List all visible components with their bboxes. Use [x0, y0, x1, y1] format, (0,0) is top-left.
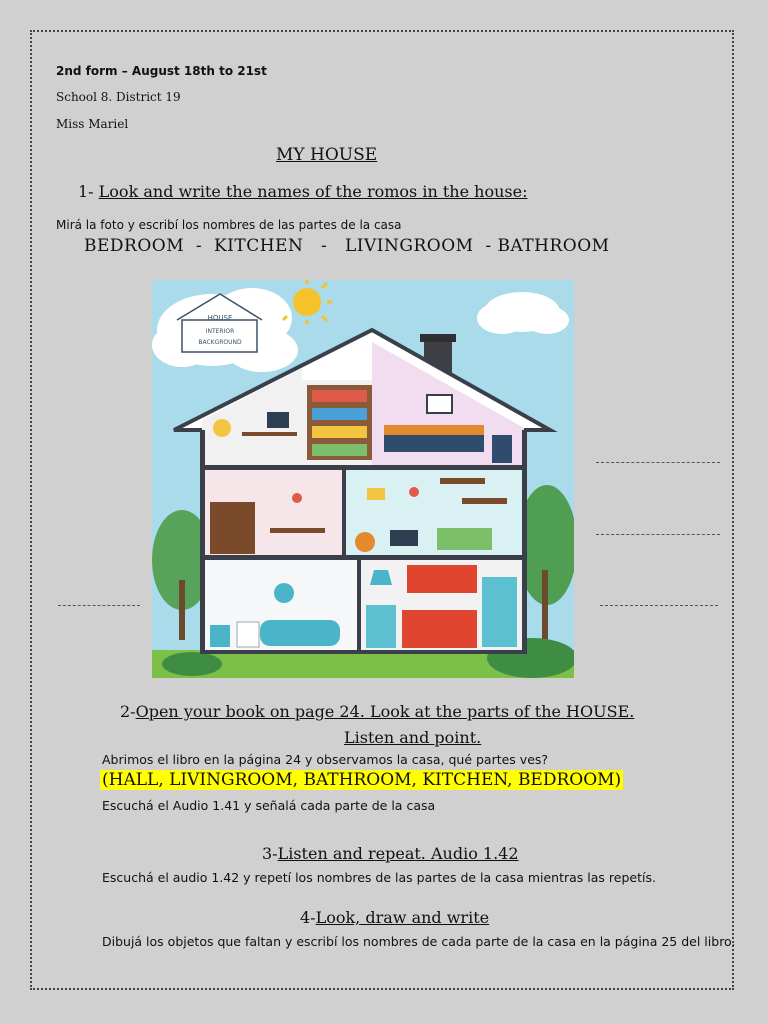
question-3-number: 3-: [262, 844, 278, 863]
question-3-text: Listen and repeat. Audio 1.42: [277, 844, 519, 863]
header-school: School 8. District 19: [56, 90, 181, 104]
chair: [213, 419, 231, 437]
sofa: [437, 528, 492, 550]
question-1-text: Look and write the names of the romos in the house:: [98, 182, 528, 201]
question-2-sub-2: Escuchá el Audio 1.41 y señalá cada parte de la casa: [102, 798, 436, 813]
bush-left: [162, 652, 222, 676]
header-teacher: Miss Mariel: [56, 117, 129, 131]
tv: [390, 530, 418, 546]
dining-table: [270, 528, 325, 533]
question-2-number: 2-: [120, 702, 136, 721]
header-date: 2nd form – August 18th to 21st: [56, 64, 267, 78]
cabinet: [210, 502, 255, 554]
answer-line-4: [600, 605, 718, 606]
question-2-text-line-1: Open your book on page 24. Look at the parts of the HOUSE.: [135, 702, 635, 721]
question-2-highlight: (HALL, LIVINGROOM, BATHROOM, KITCHEN, BEDROOM): [102, 770, 622, 790]
question-4: [300, 908, 489, 927]
question-4-number: 4-: [300, 908, 316, 927]
question-3: [262, 844, 519, 863]
question-4-sub: Dibujá los objetos que faltan y escribí los nombres de cada parte de la casa en la página 25 del libro.: [102, 934, 736, 949]
question-1: [78, 182, 527, 201]
word-bank: BEDROOM - KITCHEN - LIVINGROOM - BATHROOM: [84, 236, 610, 256]
question-4-text: Look, draw and write: [315, 908, 490, 927]
sign-line-1: HOUSE: [207, 314, 233, 322]
question-2-text-line-2: Listen and point.: [344, 728, 482, 747]
sign-line-2: INTERIOR: [205, 328, 235, 335]
house-illustration: [152, 280, 574, 678]
question-3-sub: Escuchá el audio 1.42 y repetí los nombres de las partes de la casa mientras las repetís.: [102, 870, 656, 885]
bathtub: [260, 620, 340, 646]
answer-line-1: [596, 462, 720, 463]
page-title: MY HOUSE: [276, 145, 378, 165]
question-1-number: 1-: [78, 182, 99, 201]
desk: [242, 432, 297, 436]
answer-line-3: [58, 605, 140, 606]
fridge: [482, 577, 517, 647]
sign-line-3: BACKGROUND: [198, 339, 242, 346]
question-2: [120, 702, 634, 721]
kitchen-cabinets: [407, 565, 477, 593]
question-2-sub-1: Abrimos el libro en la página 24 y observamos la casa, qué partes ves?: [102, 752, 549, 767]
answer-line-2: [596, 534, 720, 535]
question-1-subtitle: Mirá la foto y escribí los nombres de las partes de la casa: [56, 218, 402, 232]
